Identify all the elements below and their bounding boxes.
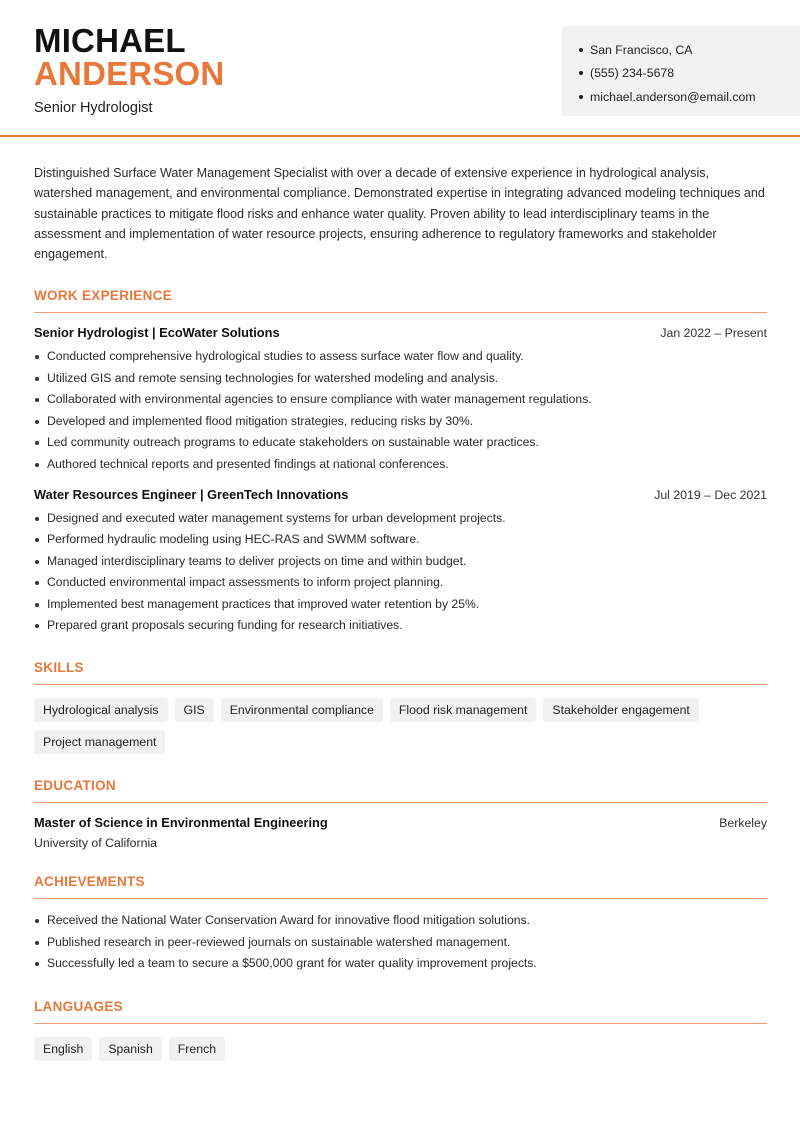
skills-heading: SKILLS: [34, 660, 767, 685]
skill-tag: Flood risk management: [390, 698, 537, 722]
bullet-icon: [579, 71, 583, 75]
contact-phone-text: (555) 234-5678: [590, 66, 675, 81]
list-item: Performed hydraulic modeling using HEC-RAS and SWMM software.: [34, 529, 767, 550]
list-item: Designed and executed water management systems for urban development projects.: [34, 508, 767, 529]
achievements-list: [34, 910, 767, 974]
job-header: [34, 325, 767, 340]
list-item: Utilized GIS and remote sensing technologies for watershed modeling and analysis.: [34, 368, 767, 389]
contact-email-text[interactable]: michael.anderson@email.com: [590, 89, 756, 104]
languages-list: [34, 1037, 767, 1061]
bullet-icon: [579, 48, 583, 52]
job-role: Senior Hydrologist | EcoWater Solutions: [34, 325, 280, 341]
education-school: University of California: [34, 836, 158, 851]
language-tag: English: [34, 1037, 92, 1061]
list-item: Conducted environmental impact assessments to inform project planning.: [34, 572, 767, 593]
list-item: Implemented best management practices that improved water retention by 25%.: [34, 594, 767, 615]
list-item: Managed interdisciplinary teams to deliver projects on time and within budget.: [34, 551, 767, 572]
education-heading: EDUCATION: [34, 778, 767, 803]
skill-tag: GIS: [175, 698, 214, 722]
education-location: Berkeley: [719, 816, 767, 831]
education-entry: [34, 815, 767, 850]
skill-tag: Project management: [34, 730, 165, 754]
language-tag: French: [169, 1037, 225, 1061]
skill-tag: Stakeholder engagement: [543, 698, 698, 722]
work-experience-heading: WORK EXPERIENCE: [34, 288, 767, 313]
education-header: [34, 815, 767, 830]
resume-body: [34, 163, 767, 1061]
contact-location: [579, 38, 800, 62]
list-item: Received the National Water Conservation Award for innovative flood mitigation solutions.: [34, 910, 767, 931]
list-item: Collaborated with environmental agencies to ensure compliance with water management regulations.: [34, 389, 767, 410]
list-item: Published research in peer-reviewed journals on sustainable watershed management.: [34, 932, 767, 953]
job-entry: [34, 325, 767, 474]
list-item: Developed and implemented flood mitigation strategies, reducing risks by 30%.: [34, 411, 767, 432]
education-degree: Master of Science in Environmental Engineering: [34, 815, 328, 831]
job-bullets: [34, 346, 767, 474]
list-item: Prepared grant proposals securing funding for research initiatives.: [34, 615, 767, 636]
language-tag: Spanish: [99, 1037, 161, 1061]
first-name: MICHAEL: [34, 22, 186, 59]
skill-tag: Hydrological analysis: [34, 698, 168, 722]
job-entry: [34, 487, 767, 636]
achievements-heading: ACHIEVEMENTS: [34, 874, 767, 899]
resume-header: [0, 0, 800, 137]
summary: Distinguished Surface Water Management Specialist with over a decade of extensive experience in hydrological analysis, watershed management, and environmental compliance. Demonstrated expertise in integrating advanced modeling techniques and sustainable practices to mitigate flood risks and enhance water quality. Proven ability to lead interdisciplinary teams in the assessment and implementation of water resource projects, ensuring adherence to regulatory frameworks and stakeholder engagement.: [34, 166, 765, 262]
languages-heading: LANGUAGES: [34, 999, 767, 1024]
job-role: Water Resources Engineer | GreenTech Innovations: [34, 486, 349, 502]
job-header: [34, 487, 767, 502]
list-item: Successfully led a team to secure a $500,000 grant for water quality improvement projects.: [34, 953, 767, 974]
last-name: ANDERSON: [34, 55, 225, 92]
bullet-icon: [579, 95, 583, 99]
list-item: Led community outreach programs to educate stakeholders on sustainable water practices.: [34, 432, 767, 453]
contact-location-text: San Francisco, CA: [590, 42, 693, 57]
skills-list: [34, 698, 767, 754]
job-title: Senior Hydrologist: [34, 100, 153, 116]
contact-email: [579, 85, 800, 109]
contact-box: [562, 26, 800, 116]
job-date: Jul 2019 – Dec 2021: [654, 487, 767, 502]
list-item: Conducted comprehensive hydrological studies to assess surface water flow and quality.: [34, 346, 767, 367]
contact-phone: [579, 62, 800, 86]
job-bullets: [34, 508, 767, 636]
skill-tag: Environmental compliance: [221, 698, 383, 722]
job-date: Jan 2022 – Present: [660, 326, 767, 341]
list-item: Authored technical reports and presented findings at national conferences.: [34, 454, 767, 475]
